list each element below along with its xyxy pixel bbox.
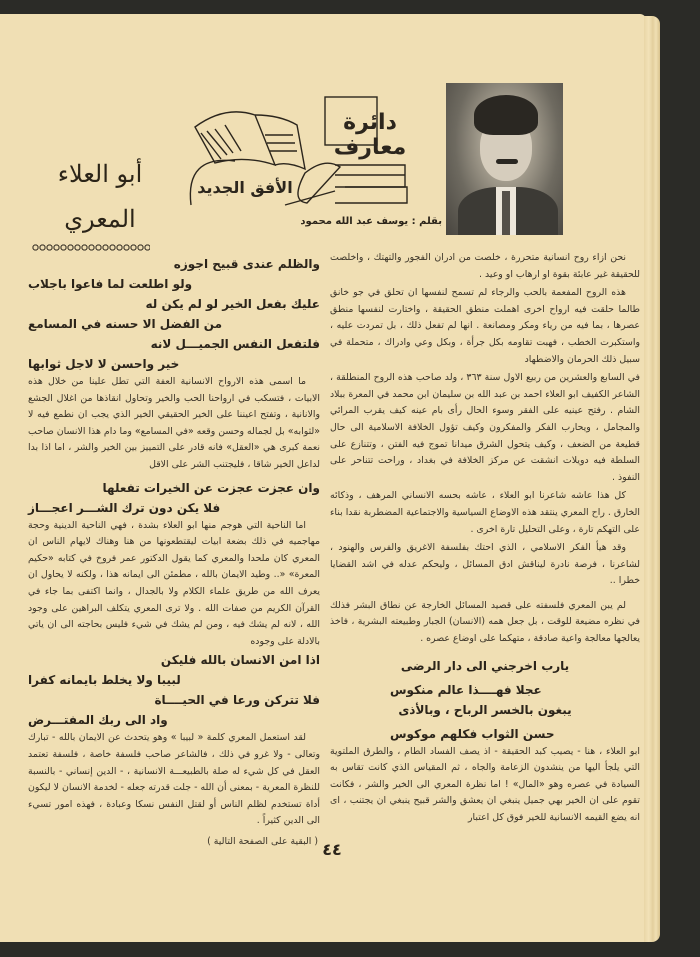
- verse-line: ولو اطلعت لما فاعوا باجلاب: [28, 277, 193, 291]
- verse-line: واد الى ربك المفتـــرض: [28, 713, 168, 728]
- verse-line: عجلا فهــــذا عالم منكوس: [390, 682, 542, 697]
- paragraph: اما الناحية التي هوجم منها ابو العلاء بشدة ، فهي الناحية الدينية وحجة مهاجميه في ذلك بضعة ابيات ليقتطعونها من هنا وهناك لايهام الناس ان المعري كان ملحدا والمعري كما يقول الدكتور عمر فروخ في كتابه «حكيم المعرة» «.. وطيد الايمان بالله ، مطمئن الى ايمانه هذا ، ولكنه لا يحاول ان يعرف الله من طريق علماء الكلام ولا بالجدال ، وانما اكتفى بما جاء في القرآن الكريم من صفات الله . ولا ترى المعري يتكلف البراهين على وجود الله ، لانه لم يشك فيه ، ومن لم يشك في شيء فليس بحاجته الى ان ياتي بالادلة على وجوده: [28, 519, 320, 647]
- article-title-line1: أبو العلاء: [57, 160, 143, 188]
- right-column: [330, 250, 640, 827]
- magazine-name: الأفق الجديد: [197, 178, 293, 197]
- verse-line: حسن الثواب فكلهم موكوس: [390, 726, 555, 741]
- article-title-line2: المعري: [64, 205, 136, 233]
- paragraph: في السابع والعشرين من ربيع الاول سنة ٣٦٣ ، ولد صاحب هذه الروح المنطلقة ، الشاعر الكفيف ابو العلاء احمد بن عبد الله بن سليمان ابن محمد في المعرة ببلاد الشام . رفتح عينيه على الفقر وسوء الحال رأى بام عينه كيف يقرب المرائي والمجامل ، ويحارب الفكر والمفكرون وكيف تؤول الخلافة الاسلامية الى حال قطيعة من الضعف ، وكيف يتحول الشرق ميدانا تموج فيه الفتن ، وتتنازع على السلطة فيه دويلات انشقت عن مركز الخلافة في بغداد ، وراحت تتناحر على النفوذ .: [330, 372, 640, 483]
- section-logo-title: دائرة معارف: [333, 110, 407, 160]
- verse-line: وان عجزت عجزت عن الخيرات تفعلها: [102, 480, 320, 495]
- verse-line: يبغون بالخسر الرباح ، وبالأذى: [398, 702, 572, 717]
- poem-block: [330, 656, 640, 744]
- verse-line: لبيبا ولا يخلط بايمانه كفرا: [28, 673, 181, 688]
- paragraph: نحن ازاء روح انسانية متحررة ، خلصت من ادران الفجور والتهتك ، واخلصت للحقيقة غير عابئة بقوة او ارهاب او وعيد .: [330, 252, 640, 280]
- author-byline: بقلم : يوسف عبد الله محمود: [300, 216, 442, 227]
- verse-line: والظلم عندى قبيح اجوزه: [173, 257, 320, 271]
- paragraph: وقد هيأ الفكر الاسلامي ، الذي احتك بفلسفة الاغريق والفرس والهنود ، لشاعرنا ، فرصة نادرة ليناقش ادق المسائل ، وليحكم عدله في اشد القضايا خطرا ..: [330, 542, 640, 587]
- decorative-divider: [32, 244, 150, 251]
- paragraph: هذه الروح المفعمة بالحب والرجاء لم تسمح لنفسها ان تحلق في جو خانق طالما حلقت فيه ارواح اخرى اهملت منطق الحقيقة ، واختارت لنفسها منطق عصرها ، بما فيه من رياء ومكر ومصانعة . انها لم تفعل ذلك ، بل تمردت عليه ، واستكبرت الخطب ، فهبت تقاومه بكل جرأة ، وبكل وعي وادراك ، متحملة في سبيل ذلك الحرمان والاضطهاد: [330, 287, 640, 365]
- verse-line: فلا يكن دون ترك الشـــر اعجـــاز: [28, 500, 221, 515]
- verse-line: خير واحسن لا لاجل ثوابها: [28, 357, 180, 371]
- paragraph: لقد استعمل المعري كلمة « لبيبا » وهو يتحدث عن الايمان بالله - تبارك وتعالى - ولا غرو في ذلك ، فالشاعر صاحب فلسفة خاصة ، فلسفة تعتمد العقل في كل شيء له صلة بالطبيعـــة الانسانية ، - الدين إنساني - بالنسبة للنظرة المعرية - بمعنى أن الله - جلت قدرته جعله - لخدمة الانسان لا ليكون أداة تستخدم لظلم الناس أو لقتل النفس نسكا وعبادة ، فهذه امور تسيء الى الدين كثيراً .: [28, 732, 320, 827]
- verse-line: من الفضل الا حسنه في المسامع: [28, 317, 222, 331]
- paragraph: لم يبن المعري فلسفته على قصيد المسائل الخارجة عن نطاق البشر فذلك في نظره مضيعة للوقت ، بل جعل همه (الانسان) الجبار وطبيعته البشرية ، فاخذ يعالجها معالجة واعية صادقة ، متهكما على اوضاع عصره .: [330, 599, 640, 645]
- verse-line: فلتفعل النفس الجميـــل لانه: [150, 337, 320, 351]
- verse-line: اذا امن الانسان بالله فليكن: [160, 653, 320, 668]
- paragraph: ما اسمى هذه الارواح الانسانية العفة التي تطل علينا من خلال هذه الابيات ، فتسكب في ارواحنا الحب والخير وتحاول انقاذها من اغلال الجشع والانانية ، وتفتح اعيننا على الخير الحقيقي الخير الذي يجب ان نطمع فيه لا «لثوابه» بل لجماله وحسن وقعه «في المسامع» وما دام هذا الانسان صاحب نعمة كبرى هي «العقل» فانه قادر على التمييز بين الخير والشر ، اما اذا بدا لداعل الخير شاقا ، فليجتنب الشر على الاقل: [28, 376, 320, 470]
- verse-line: يارب اخرجني الى دار الرضى: [400, 658, 570, 673]
- verse-line: عليك بفعل الخير لو لم يكن له: [145, 297, 320, 311]
- verse-line: فلا تتركن ورعا في الحيــــاة: [154, 693, 320, 708]
- author-photo: [446, 83, 563, 235]
- paragraph: كل هذا عاشه شاعرنا ابو العلاء ، عاشه بحسه الانساني المرهف ، وذكائه الخارق . راح المعري ينتقد هذه الاوضاع السياسية والاجتماعية المضطربة نقدا بناء على التهكم تارة ، وعلى التحليل تارة اخرى .: [330, 490, 640, 535]
- page-number: ٤٤: [322, 840, 342, 859]
- continued-note: ( البقية على الصفحة التالية ): [207, 835, 318, 847]
- paragraph: ابو العلاء ، هنا - يصيب كبد الحقيقة - اذ يصف الفساد الطام ، والطرق الملتوية التي يلجأ اليها من ينشدون الزعامة والجاه ، ثم المقياس الذي كانت تقاس به السيادة في عصره وهو «المال» ! اما نظرة المعري الى الخير والشر ، فكانت تقوم على ان الخير بهي جميل ينبغي ان يعشق والشر قبيح ينبغي ان يجتنب ، اى انه يضع القيمه الانسانية للخير فوق كل اعتبار: [330, 745, 640, 824]
- page-edge-stack: [644, 16, 660, 942]
- left-column: [28, 254, 320, 850]
